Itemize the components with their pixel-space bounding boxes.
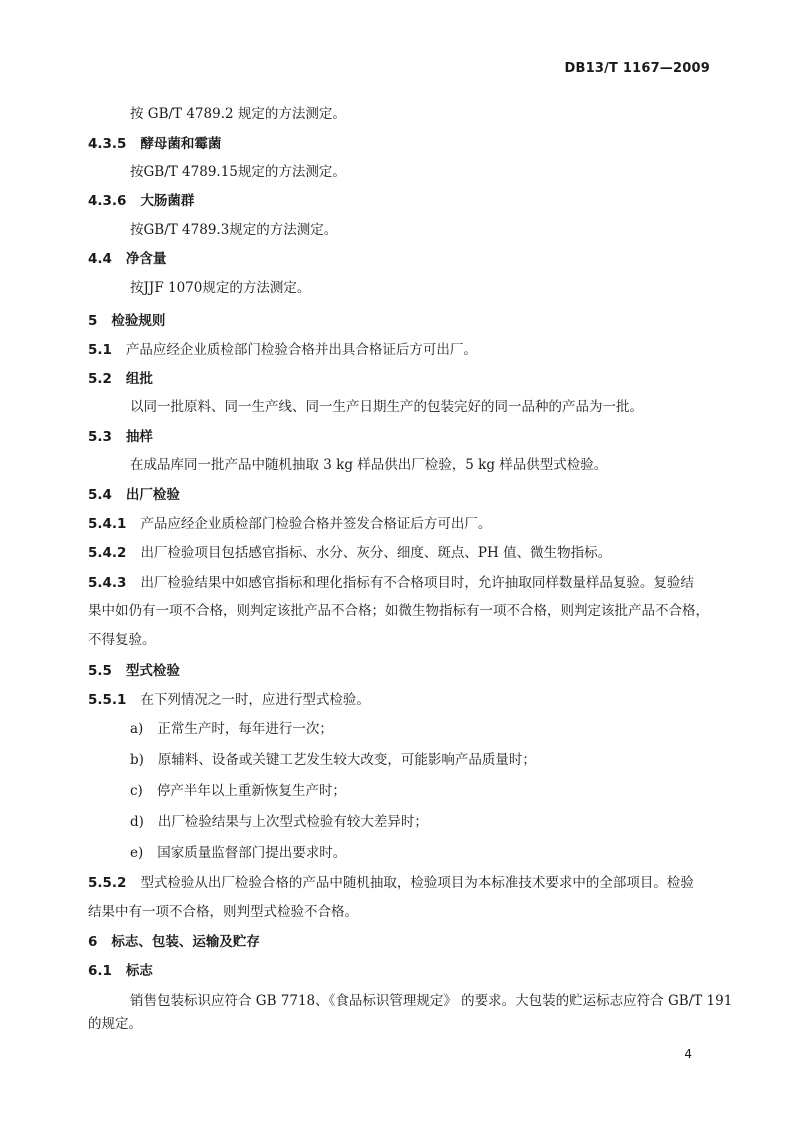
- clause-5-5-2: 5.5.2 型式检验从出厂检验合格的产品中随机抽取，检验项目为本标准技术要求中的全部项目。检验: [88, 875, 694, 891]
- clause-5-4-3: 5.4.3 出厂检验结果中如感官指标和理化指标有不合格项目时，允许抽取同样数量样品复验。复验结: [88, 575, 694, 591]
- text-line: 销售包装标识应符合 GB 7718、《食品标识管理规定》 的要求。大包装的贮运标志应符合 GB/T 191: [130, 993, 733, 1009]
- clause-5-4-2: 5.4.2 出厂检验项目包括感官指标、水分、灰分、细度、斑点、PH 值、微生物指标。: [88, 545, 612, 561]
- section-heading-5-4: 5.4 出厂检验: [88, 487, 180, 503]
- text-line: 按JJF 1070规定的方法测定。: [130, 280, 311, 296]
- text-line: 结果中有一项不合格，则判型式检验不合格。: [88, 904, 358, 920]
- text-line: 以同一批原料、同一生产线、同一生产日期生产的包装完好的同一品种的产品为一批。: [130, 399, 643, 415]
- text-line: 按GB/T 4789.15规定的方法测定。: [130, 164, 346, 180]
- section-heading-5-5: 5.5 型式检验: [88, 663, 180, 679]
- section-heading-5-3: 5.3 抽样: [88, 429, 153, 445]
- text-line: 按GB/T 4789.3规定的方法测定。: [130, 222, 338, 238]
- text-line: 果中如仍有一项不合格，则判定该批产品不合格；如微生物指标有一项不合格，则判定该批产品不合格，: [88, 603, 709, 619]
- list-item-e: e) 国家质量监督部门提出要求时。: [130, 845, 347, 861]
- clause-5-1: 5.1 产品应经企业质检部门检验合格并出具合格证后方可出厂。: [88, 342, 477, 358]
- section-heading-5: 5 检验规则: [88, 313, 166, 329]
- list-item-c: c) 停产半年以上重新恢复生产时；: [130, 783, 346, 799]
- text-line: 按 GB/T 4789.2 规定的方法测定。: [130, 106, 346, 122]
- list-item-d: d) 出厂检验结果与上次型式检验有较大差异时；: [130, 814, 428, 830]
- text-line: 不得复验。: [88, 632, 156, 648]
- section-heading-4-3-6: 4.3.6 大肠菌群: [88, 193, 195, 209]
- section-heading-6-1: 6.1 标志: [88, 963, 153, 979]
- section-heading-6: 6 标志、包装、运输及贮存: [88, 934, 260, 950]
- section-heading-5-2: 5.2 组批: [88, 371, 153, 387]
- page-number: 4: [684, 1047, 692, 1061]
- list-item-a: a) 正常生产时，每年进行一次；: [130, 721, 333, 737]
- document-code-header: DB13/T 1167—2009: [564, 61, 710, 76]
- list-item-b: b) 原辅料、设备或关键工艺发生较大改变，可能影响产品质量时；: [130, 752, 536, 768]
- section-heading-4-3-5: 4.3.5 酵母菌和霉菌: [88, 136, 222, 152]
- clause-5-4-1: 5.4.1 产品应经企业质检部门检验合格并签发合格证后方可出厂。: [88, 516, 492, 532]
- text-line: 的规定。: [88, 1016, 142, 1032]
- clause-5-5-1: 5.5.1 在下列情况之一时，应进行型式检验。: [88, 692, 370, 708]
- text-line: 在成品库同一批产品中随机抽取 3 kg 样品供出厂检验，5 kg 样品供型式检验。: [130, 457, 608, 473]
- section-heading-4-4: 4.4 净含量: [88, 251, 167, 267]
